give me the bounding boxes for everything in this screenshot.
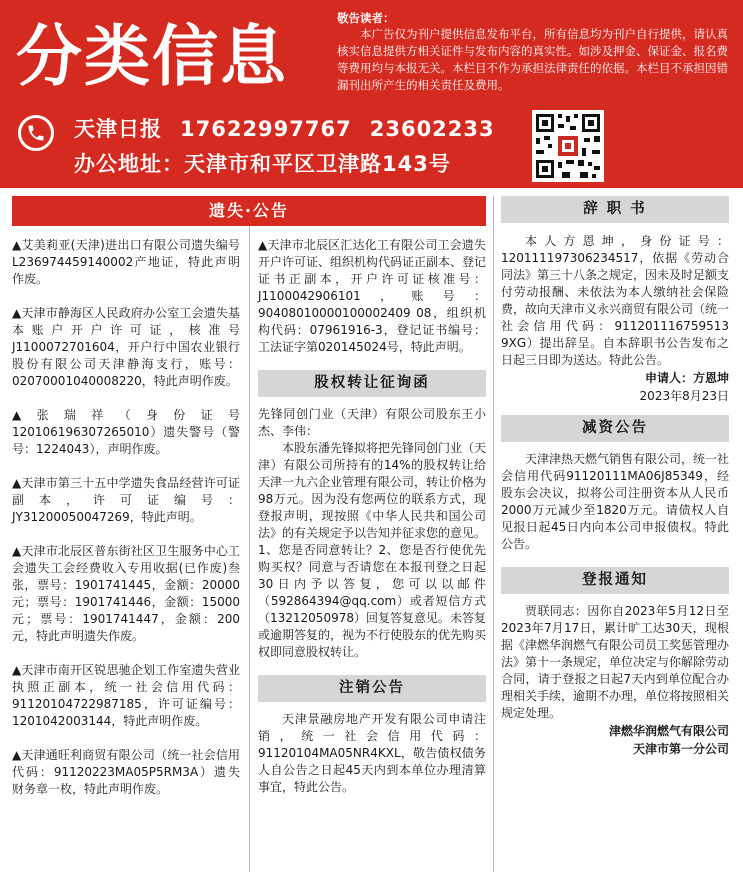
right-column	[501, 196, 729, 758]
lost-notices-column	[12, 237, 240, 815]
middle-column	[258, 237, 486, 796]
notice-item: ▲张瑞祥（身份证号120106196307265010）遗失警号（警号：1224043），声明作废。	[12, 408, 240, 456]
office-address: 办公地址：天津市和平区卫津路143号	[74, 152, 451, 176]
column-divider	[249, 196, 250, 872]
notice-body: 本广告仅为刊户提供信息发布平台，所有信息均为刊户自行提供，请认真核实信息提供方相关证件与发布内容的真实性。如涉及押金、保证金、报名费等费用均与本报无关。本栏目不作为承担法律责任的依据。本栏目不承担因错漏刊出所产生的相关责任及费用。	[337, 27, 728, 92]
section-heading-lost-notice: 遗失·公告	[12, 196, 486, 226]
report-body: 贾联同志：因你自2023年5月12日至2023年7月17日，累计旷工达30天，现根据《津燃华润燃气有限公司员工奖惩管理办法》第十一条规定，单位决定与你解除劳动合同，请于登报之日起7天内到单位配合办理相关手续，逾期不办理，单位将按照相关规定处理。	[501, 604, 730, 720]
resign-signer: 申请人：方恩坤	[644, 371, 729, 385]
notice-item: ▲艾美莉亚(天津)进出口有限公司遗失编号L236974459140002产地证，特此声明作废。	[12, 238, 240, 286]
page-title: 分类信息	[16, 18, 288, 95]
resign-date: 2023年8月23日	[639, 389, 729, 403]
paper-name: 天津日报	[74, 117, 162, 141]
column-divider	[493, 196, 494, 872]
qr-code	[532, 110, 604, 182]
equity-body: 本股东潘先锋拟将把先锋同创门业（天津）有限公司所持有的14%的股权转让给天津一九六企业管理有限公司，转让价格为98万元。因为没有您两位的联系方式，现登报声明，现按照《中华人民共和国公司法》的有关规定予以告知并征求您的意见。1、您是否同意转让？2、您是否行使优先购买权？同意与否请您在本报刊登之日起30日内予以答复，您可以以邮件（592864394@qq.com）或者短信方式（13212050978）回复答复意见。未答复或逾期答复的，视为不行使股东的优先购买权即同意股权转让。	[258, 441, 487, 659]
section-heading-equity: 股权转让征询函	[258, 370, 486, 397]
notice-item: ▲天津市北辰区汇达化工有限公司工会遗失开户许可证、组织机构代码证正副本、登记证书正副本，开户许可证核准号：J1100042906101，账号：90408010000100002409 08，组织机构代码：07961916-3，登记证书编号：工法证字第020145024号，特此声明。	[258, 238, 487, 354]
section-heading-report: 登报通知	[501, 567, 729, 594]
contact-line	[74, 113, 513, 143]
cancel-body: 天津景融房地产开发有限公司申请注销，统一社会信用代码：91120104MA05NR4KXL，敬告债权债务人自公告之日起45天内到本单位办理清算事宜，特此公告。	[258, 712, 486, 794]
notice-item: ▲天津市静海区人民政府办公室工会遗失基本账户开户许可证，核准号J1100072701604，开户行中国农业银行股份有限公司天津静海支行，账号：02070001040008220，特此声明作废。	[12, 306, 240, 388]
phone-number-1: 17622997767	[180, 117, 352, 141]
section-heading-resign: 辞 职 书	[501, 196, 729, 223]
header-banner	[0, 0, 743, 188]
capital-body: 天津津热天燃气销售有限公司，统一社会信用代码91120111MA06J85349，经股东会决议，拟将公司注册资本从人民币2000万元减少至1820万元。请债权人自见报日起45日内向本公司申报债权。特此公告。	[501, 452, 730, 551]
section-heading-capital: 减资公告	[501, 415, 729, 442]
notice-item: ▲天津市南开区锐思驰企划工作室遗失营业执照正副本，统一社会信用代码：91120104722987185，许可证编号：1201042003144，特此声明作废。	[12, 663, 240, 728]
report-org-2: 天津市第一分公司	[632, 742, 729, 756]
notice-item: ▲天津通旺利商贸有限公司（统一社会信用代码：91120223MA05P5RM3A）遗失财务章一枚，特此声明作废。	[12, 748, 240, 796]
report-org-1: 津燃华润燃气有限公司	[608, 724, 729, 738]
phone-number-2: 23602233	[369, 117, 495, 141]
section-heading-cancel: 注销公告	[258, 675, 486, 702]
notice-item: ▲天津市第三十五中学遗失食品经营许可证副本，许可证编号：JY31200050047269，特此声明。	[12, 476, 240, 524]
equity-salutation: 先锋同创门业（天津）有限公司股东王小杰、李伟：	[258, 407, 486, 438]
notice-item: ▲天津市北辰区普东街社区卫生服务中心工会遗失工会经费收入专用收据(已作废)叁张，票号：1901741445，金额：20000元；票号：1901741446，金额：15000元；票号：1901741447，金额：200元，特此声明遗失作废。	[12, 544, 240, 643]
resign-body: 本人方恩坤，身份证号：120111197306234517，依据《劳动合同法》第三十八条之规定，因未及时足额支付劳动报酬、未依法为本人缴纳社会保险费，故向天津市义永兴商贸有限公司（统一社会信用代码：911201116759513 9XG）提出辞呈。自本辞职书公告发布之日起三日即为送达。特此公告。	[501, 234, 730, 367]
phone-icon	[18, 115, 54, 151]
notice-title: 敬告读者：	[337, 11, 395, 25]
